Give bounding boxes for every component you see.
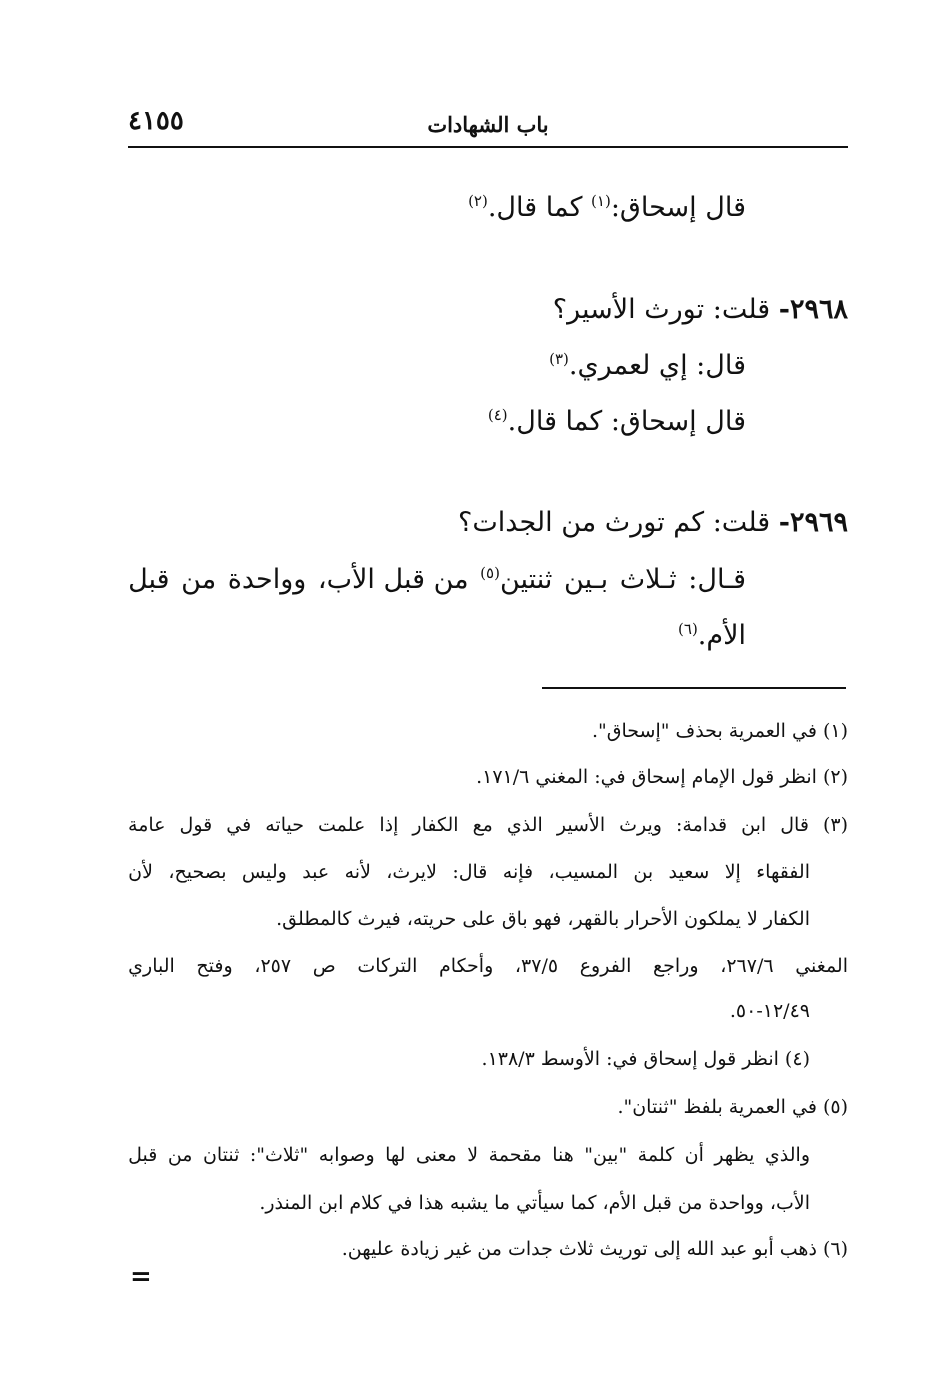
footnote-3-line-2: الفقهاء إلا سعيد بن المسيب، فإنه قال: لايرث، لأنه عبد وليس بصحيح، لأن <box>128 861 810 883</box>
ishaq-answer-2968: قال إسحاق: كما قال.$^{(٤)}$ <box>487 406 746 437</box>
footnote-4: (٤) انظر قول إسحاق في: الأوسط ١٣٨/٣. <box>481 1048 810 1070</box>
footnote-1: (١) في العمرية بحذف "إسحاق". <box>591 720 848 742</box>
ishaq-statement: قال إسحاق:$^{(١)}$ كما قال.$^{(٢)}$ <box>468 192 746 223</box>
footnote-ref[interactable]: (٦) <box>678 620 698 638</box>
footnote-ref[interactable]: (٢) <box>468 192 488 210</box>
footnote-3-line-5: ١٢/٤٩-٥٠. <box>729 1000 810 1022</box>
answer-2969: قـال: ثـلاث بـين ثنتين$^{(٥)}$ من قبل الأب، وواحدة من قبل <box>128 564 746 595</box>
page-number: ٤١٥٥ <box>128 106 184 136</box>
footnote-5-note-line-2: الأب، وواحدة من قبل الأم، كما سيأتي ما يشبه هذا في كلام ابن المنذر. <box>259 1192 810 1214</box>
question-2969: ٢٩٦٩- قلت: كم تورث من الجدات؟ <box>458 507 848 538</box>
footnote-6: (٦) ذهب أبو عبد الله إلى توريث ثلاث جدات من غير زيادة عليهن. <box>341 1238 848 1260</box>
answer-2969-continued: الأم.$^{(٦)}$ <box>678 620 746 651</box>
footnote-5-note-line-1: والذي يظهر أن كلمة "بين" هنا مقحمة لا معنى لها وصوابه "ثلاث": ثنتان من قبل <box>128 1144 810 1166</box>
chapter-title: باب الشهادات <box>427 112 549 137</box>
footnote-2: (٢) انظر قول الإمام إسحاق في: المغني ١٧١/٦. <box>476 766 848 788</box>
book-page <box>128 0 848 1378</box>
footnote-separator <box>542 687 846 689</box>
footnote-ref[interactable]: (٣) <box>549 350 569 368</box>
footnote-ref[interactable]: (١) <box>591 192 611 210</box>
answer-2968: قال: إي لعمري.$^{(٣)}$ <box>549 350 746 381</box>
question-number: ٢٩٦٨- <box>778 294 848 325</box>
footnote-5: (٥) في العمرية بلفظ "ثنتان". <box>617 1096 848 1118</box>
footnote-ref[interactable]: (٥) <box>480 564 500 582</box>
footnote-3-line-1: (٣) قال ابن قدامة: ويرث الأسير الذي مع الكفار إذا علمت حياته في قول عامة <box>128 814 848 836</box>
footnote-ref[interactable]: (٤) <box>487 406 508 424</box>
question-2968: ٢٩٦٨- قلت: تورث الأسير؟ <box>552 294 848 325</box>
footnote-3-line-3: الكفار لا يملكون الأحرار بالقهر، فهو باق على حريته، فيرث كالمطلق. <box>276 908 810 930</box>
continuation-mark: = <box>130 1262 152 1292</box>
page-header <box>128 100 848 148</box>
footnote-3-line-4: المغني ٢٦٧/٦، وراجع الفروع ٣٧/٥، وأحكام التركات ص ٢٥٧، وفتح الباري <box>128 955 848 977</box>
question-number: ٢٩٦٩- <box>778 507 848 538</box>
